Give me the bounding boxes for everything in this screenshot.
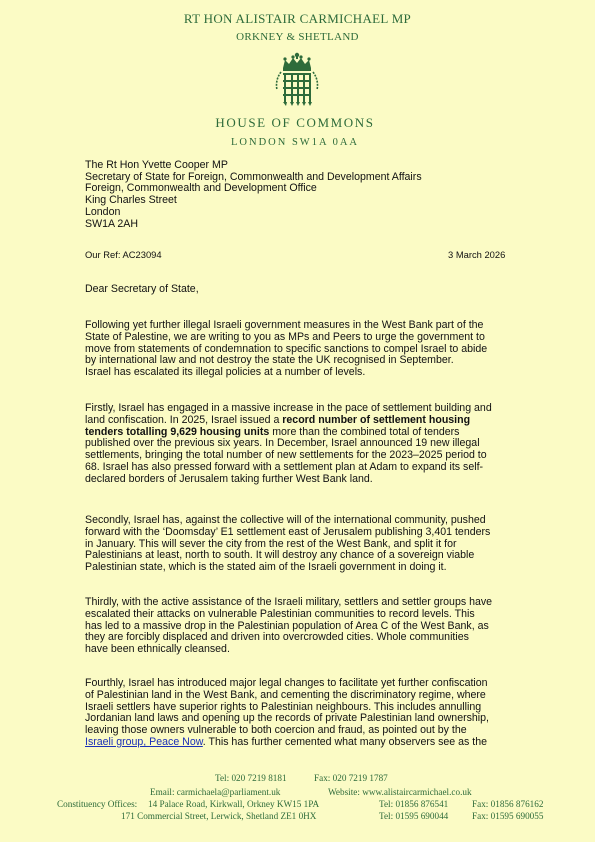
- paragraph-line: Secondly, Israel has, against the collective will of the international community, pushed: [85, 514, 486, 526]
- paragraph-text: . This has further cemented what many observers see as the: [202, 735, 487, 748]
- footer-office-kirkwall-tel: Tel: 01856 876541: [379, 799, 449, 809]
- bold-highlight: record number of settlement housing: [282, 413, 471, 426]
- paragraph-1: [85, 320, 515, 379]
- paragraph-line: move from statements of condemnation to specific sanctions to compel Israel to abide: [85, 342, 488, 355]
- house-address: LONDON SW1A 0AA: [231, 137, 359, 148]
- paragraph-line: in January. This will sever the city from the rest of the West Bank, and split it for: [85, 537, 457, 550]
- footer-website[interactable]: Website: www.alistaircarmichael.co.uk: [328, 787, 472, 797]
- paragraph-line: forward with the ‘Doomsday’ E1 settlement east of Jerusalem publishing 3,401 tenders: [85, 525, 491, 538]
- paragraph-line: 68. Israel has also pressed forward with a settlement plan at Adam to expand its self-: [85, 460, 484, 473]
- recipient-line: The Rt Hon Yvette Cooper MP: [85, 159, 228, 171]
- paragraph-line: published over the previous six years. In December, Israel announced 19 new illegal: [85, 437, 480, 450]
- footer-email[interactable]: Email: carmichaela@parliament.uk: [150, 787, 281, 797]
- paragraph-line: [85, 737, 515, 749]
- letter-date: 3 March 2026: [448, 249, 506, 260]
- recipient-line: SW1A 2AH: [85, 217, 138, 230]
- footer-office-lerwick-fax: Fax: 01595 690055: [472, 811, 544, 821]
- bold-highlight: tenders totalling 9,629 housing units: [85, 425, 270, 438]
- paragraph-line: Following yet further illegal Israeli government measures in the West Bank part of the: [85, 319, 484, 331]
- recipient-line: Secretary of State for Foreign, Commonwealth and Development Affairs: [85, 170, 422, 183]
- paragraph-line: have been ethnically cleansed.: [85, 643, 230, 656]
- paragraph-line: Thirdly, with the active assistance of the Israeli military, settlers and settler groups have: [85, 596, 493, 608]
- paragraph-line: by international law and not destroy the state the UK recognised in September.: [85, 354, 454, 367]
- peace-now-link[interactable]: Israeli group, Peace Now: [85, 735, 203, 748]
- footer-offices-label: Constituency Offices:: [57, 799, 138, 809]
- salutation: Dear Secretary of State,: [85, 283, 199, 295]
- footer-office-lerwick: 171 Commercial Street, Lerwick, Shetland ZE1 0HX: [121, 811, 317, 821]
- paragraph-line: Israel has escalated its illegal policies at a number of levels.: [85, 366, 366, 379]
- footer-office-kirkwall-fax: Fax: 01856 876162: [472, 799, 544, 809]
- house-of-commons-title: HOUSE OF COMMONS: [215, 115, 375, 130]
- constituency: ORKNEY & SHETLAND: [236, 31, 359, 43]
- recipient-line: London: [85, 205, 121, 218]
- paragraph-line: State of Palestine, we are writing to you as MPs and Peers to urge the government to: [85, 330, 485, 343]
- footer-fax: Fax: 020 7219 1787: [314, 773, 388, 783]
- footer-tel: Tel: 020 7219 8181: [215, 773, 287, 783]
- paragraph-line: declared borders of Jerusalem taking further West Bank land.: [85, 472, 373, 485]
- mp-name: RT HON ALISTAIR CARMICHAEL MP: [183, 11, 412, 26]
- paragraph-line: Palestinian state, which is the stated aim of the Israeli government in doing it.: [85, 561, 447, 574]
- paragraph-line: Palestinians at least, north to south. It will destroy any chance of a sovereign viable: [85, 549, 475, 562]
- paragraph-2: [85, 403, 515, 486]
- recipient-line: King Charles Street: [85, 194, 177, 207]
- paragraph-line: they are forcibly displaced and driven into overcrowded cities. Whole communities: [85, 631, 469, 644]
- paragraph-5: [85, 678, 515, 749]
- paragraph-3: [85, 515, 515, 574]
- paragraph-line: Firstly, Israel has engaged in a massive increase in the pace of settlement building and: [85, 402, 492, 414]
- recipient-line: Foreign, Commonwealth and Development Office: [85, 182, 317, 195]
- paragraph-line: of Palestinian land in the West Bank, and cementing the discriminatory regime, where: [85, 688, 486, 701]
- paragraph-line: settlements, bringing the total number of new settlements for the 2023–2025 period to: [85, 449, 487, 462]
- footer-office-kirkwall: 14 Palace Road, Kirkwall, Orkney KW15 1PA: [148, 799, 320, 809]
- paragraph-text: land confiscation. In 2025, Israel issued a: [85, 413, 283, 426]
- paragraph-line: Israeli settlers have superior rights to Palestinian neighbours. This includes annulling: [85, 700, 482, 713]
- paragraph-4: [85, 597, 515, 656]
- paragraph-line: Fourthly, Israel has introduced major legal changes to facilitate yet further confiscation: [85, 677, 488, 689]
- paragraph-line: leaving those owners vulnerable to both coercion and fraud, as pointed out by the: [85, 724, 467, 737]
- reference-number: Our Ref: AC23094: [85, 249, 162, 260]
- paragraph-line: Jordanian land laws and opening up the records of private Palestinian land ownership,: [85, 712, 490, 725]
- paragraph-line: has led to a massive drop in the Palestinian population of Area C of the West Bank, as: [85, 619, 489, 632]
- recipient-address: [85, 160, 515, 230]
- paragraph-text: more than the combined total of tenders: [269, 425, 460, 438]
- portcullis-emblem-icon: [271, 52, 323, 106]
- paragraph-line: escalated their attacks on vulnerable Palestinian communities to record levels. This: [85, 607, 475, 620]
- footer-office-lerwick-tel: Tel: 01595 690044: [379, 811, 449, 821]
